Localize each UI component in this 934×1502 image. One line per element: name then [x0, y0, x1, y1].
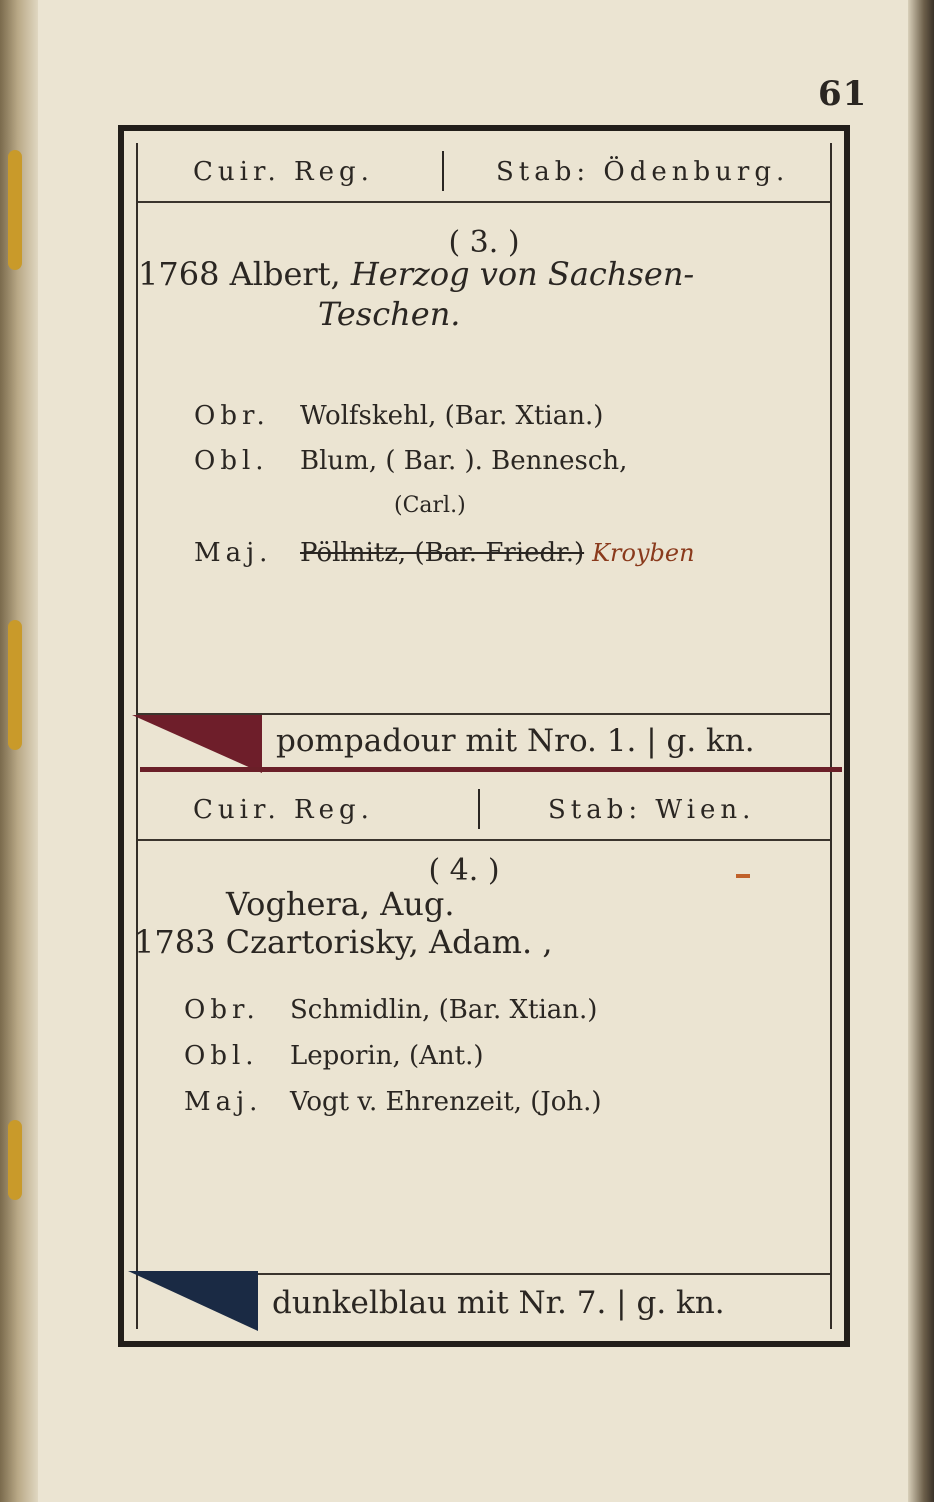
officer-row [184, 1087, 602, 1117]
facing-swatch-shape [132, 715, 262, 773]
facing-row [138, 1273, 830, 1331]
officer-name-struck: Pöllnitz, (Bar. Friedr.) [300, 538, 585, 568]
officer-row [194, 401, 603, 431]
facing-row [138, 713, 830, 771]
facing-swatch-shape [128, 1271, 258, 1331]
facing-description: pompadour mit Nro. 1. | g. kn. [276, 723, 755, 759]
officer-row [184, 995, 597, 1025]
owner-line [138, 255, 694, 293]
owner-name: Czartorisky, Adam. , [225, 923, 553, 961]
facing-description: dunkelblau mit Nr. 7. | g. kn. [272, 1285, 725, 1321]
binding-thread [8, 150, 22, 270]
officer-name: Wolfskehl, (Bar. Xtian.) [300, 401, 604, 431]
officer-rank: Obl. [194, 446, 269, 476]
owner-name: Albert, [229, 255, 341, 293]
register-inner [136, 143, 832, 1329]
owner-line [134, 923, 553, 961]
officer-name: Blum, ( Bar. ). Bennesch, [300, 446, 628, 476]
regiment-number: ( 4. ) [428, 853, 500, 888]
officer-row [184, 1041, 484, 1071]
owner-line-cont [318, 295, 460, 333]
officer-name: Leporin, (Ant.) [290, 1041, 484, 1071]
officer-rank: Obr. [194, 401, 270, 431]
binding-thread [8, 1120, 22, 1200]
ink-speck [736, 874, 750, 878]
owner-year: 1783 [134, 923, 216, 961]
facing-color-swatch [128, 1271, 258, 1335]
register-frame [118, 125, 850, 1347]
page-number: 61 [818, 74, 868, 114]
owner-title: Herzog von Sachsen- [350, 255, 695, 293]
owner-year: 1768 [138, 255, 220, 293]
staff-location: Stab: Ödenburg. [496, 157, 790, 187]
header-divider [442, 151, 444, 191]
regiment-number: ( 3. ) [448, 225, 520, 260]
owner-title-cont: Teschen. [318, 295, 461, 333]
binding-thread [8, 620, 22, 750]
section-separator [140, 767, 842, 772]
owner-line: Voghera, Aug. [226, 885, 455, 923]
officer-rank: Maj. [194, 538, 273, 568]
officer-name: Vogt v. Ehrenzeit, (Joh.) [290, 1087, 602, 1117]
regiment-type: Cuir. Reg. [193, 157, 374, 187]
facing-color-swatch [132, 715, 262, 775]
page-edge-right [908, 0, 934, 1502]
officer-row [194, 538, 695, 568]
staff-location: Stab: Wien. [548, 795, 756, 825]
officer-name: Schmidlin, (Bar. Xtian.) [290, 995, 598, 1025]
regiment-type: Cuir. Reg. [193, 795, 374, 825]
officer-row [194, 446, 627, 476]
officer-rank: Maj. [184, 1087, 263, 1117]
officer-rank: Obr. [184, 995, 260, 1025]
section-header [138, 143, 830, 203]
section-header [138, 781, 830, 841]
header-divider [478, 789, 480, 829]
handwritten-correction: Kroyben [592, 539, 695, 567]
officer-name-cont: (Carl.) [394, 493, 466, 518]
officer-rank: Obl. [184, 1041, 259, 1071]
